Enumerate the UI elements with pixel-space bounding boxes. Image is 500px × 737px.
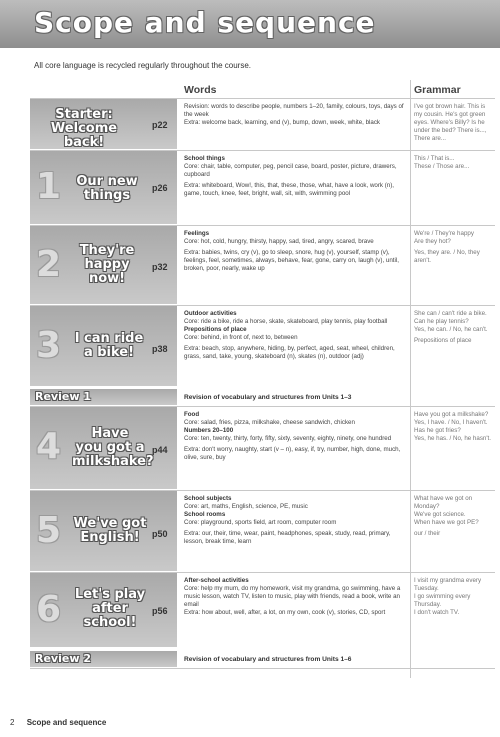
unit-panel-starter (30, 99, 177, 149)
topic-heading: Outdoor activities (184, 310, 237, 317)
words-cell-starter (184, 103, 406, 127)
unit-panel-3 (30, 306, 177, 386)
unit-number-2: 2 (36, 244, 62, 285)
unit-panel-5 (30, 491, 177, 571)
vocab-line: Core: hot, cold, hungry, thirsty, happy, sad, tired, angry, scared, brave (184, 238, 374, 246)
vocab-line: Extra: how about, well, after, a lot, on my own, cook (v), stories, CD, sport (184, 609, 386, 617)
grammar-cell-6 (414, 577, 494, 617)
unit-title-line: We've got (73, 516, 147, 531)
grammar-line: I don't watch TV. (414, 609, 460, 617)
page-number: 2 (10, 718, 15, 727)
words-column-header: Words (184, 84, 217, 96)
words-cell-2 (184, 230, 406, 273)
unit-title-line: school! (83, 615, 137, 630)
unit-title-5 (72, 517, 148, 545)
unit-title-line: English! (80, 530, 140, 545)
page-title: Scope and sequence (34, 6, 376, 39)
unit-page-5: p50 (152, 529, 168, 539)
unit-page-1: p26 (152, 183, 168, 193)
vocab-line: Core: salad, fries, pizza, milkshake, cheese sandwich, chicken (184, 419, 355, 427)
unit-page-6: p56 (152, 606, 168, 616)
grammar-cell-3 (414, 310, 494, 345)
unit-title-line: Have (91, 426, 129, 441)
table-bottom-rule (30, 668, 495, 669)
vocab-line: Core: playground, sports field, art room, computer room (184, 519, 337, 527)
words-cell-3 (184, 310, 406, 362)
grammar-cell-2 (414, 230, 494, 265)
topic-heading: Numbers 20–100 (184, 427, 234, 435)
grammar-line: Yes, I have. / No, I haven't. (414, 419, 488, 427)
grammar-line: our / their (414, 530, 441, 538)
vocab-line: Extra: welcome back, learning, end (v), bump, down, week, white, black (184, 119, 381, 127)
grammar-line: When have we got PE? (414, 519, 479, 527)
words-cell-4 (184, 411, 406, 463)
topic-heading: Prepositions of place (184, 326, 247, 334)
unit-title-4 (72, 426, 154, 469)
unit-panel-1 (30, 151, 177, 224)
vocab-line: Core: chair, table, computer, peg, pencil case, board, poster, picture, drawers, cupboard (184, 163, 397, 179)
topic-heading: Food (184, 411, 200, 418)
footer-title: Scope and sequence (26, 718, 107, 727)
unit-title-6 (72, 588, 148, 630)
review-2-text: Revision of vocabulary and structures from Units 1–6 (184, 656, 352, 663)
unit-page-3: p38 (152, 344, 168, 354)
page-footer (10, 718, 106, 727)
unit-panel-4 (30, 407, 177, 489)
unit-title-line: a bike! (83, 345, 135, 360)
unit-page-4: p44 (152, 445, 168, 455)
unit-title-line: after (92, 601, 128, 616)
vocab-line: Core: help my mum, do my homework, visit my grandma, go swimming, have a music lesson, watch TV, listen to music, play with friends, read a book, write an email (184, 585, 401, 609)
grammar-column-divider (410, 80, 411, 678)
grammar-line: I've got brown hair. This is my cousin. He's got green eyes. Where's Billy? Is he under the bed? There is..., There are... (414, 103, 487, 143)
grammar-line: Are they hot? (414, 238, 451, 246)
vocab-line: Extra: whiteboard, Wow!, this, that, these, those, what, have a look, work (n), game, touch, knee, feet, bright, wall, sit, with, swimming pool (184, 182, 395, 198)
unit-title-line: Our new (76, 174, 138, 189)
grammar-line: This / That is... (414, 155, 455, 162)
grammar-line: Yes, he can. / No, he can't. (414, 326, 488, 334)
vocab-line: Extra: beach, stop, anywhere, hiding, by, perfect, aged, seat, wheel, children, grass, sand, take, young, skateboard (n), skates (n), outdoor (adj) (184, 345, 395, 361)
unit-number-6: 6 (36, 589, 62, 630)
unit-title-line: I can ride (74, 331, 144, 346)
unit-title-line: Let's play (74, 587, 146, 602)
grammar-line: These / Those are... (414, 163, 470, 171)
unit-title-1 (74, 175, 140, 203)
unit-title-line: now! (88, 271, 126, 286)
unit-page-starter: p22 (152, 120, 168, 130)
grammar-line: We've got science. (414, 511, 466, 519)
unit-title-line: you got a (75, 440, 145, 455)
unit-title-line: milkshake? (72, 454, 154, 469)
title-banner (0, 0, 500, 48)
unit-title-line: They're (79, 243, 135, 258)
grammar-line: We're / They're happy (414, 230, 474, 237)
unit-title-line: Starter: (55, 107, 113, 122)
grammar-line: Can he play tennis? (414, 318, 469, 326)
vocab-line: Revision: words to describe people, numbers 1–20, family, colours, toys, days of the week (184, 103, 404, 119)
vocab-line: Extra: don't worry, naughty, start (v – n), easy, if, try, number, high, done, much, olive, sure, buy (184, 446, 401, 462)
grammar-line: She can / can't ride a bike. (414, 310, 487, 317)
topic-heading: School subjects (184, 495, 232, 502)
unit-number-1: 1 (36, 166, 62, 207)
topic-heading: School rooms (184, 511, 226, 519)
intro-text: All core language is recycled regularly throughout the course. (34, 61, 252, 70)
unit-panel-2 (30, 226, 177, 304)
grammar-cell-4 (414, 411, 494, 443)
topic-heading: After-school activities (184, 577, 249, 584)
unit-title-starter (36, 108, 132, 150)
vocab-line: Extra: our, their, time, wear, paint, headphones, speak, study, read, primary, lesson, break time, learn (184, 530, 391, 546)
review-1-title: Review 1 (35, 390, 91, 403)
grammar-cell-starter (414, 103, 494, 143)
words-cell-5 (184, 495, 406, 547)
grammar-cell-1 (414, 155, 494, 171)
unit-number-5: 5 (36, 510, 62, 551)
topic-heading: Feelings (184, 230, 210, 237)
grammar-line: Yes, they are. / No, they aren't. (414, 249, 480, 265)
unit-title-line: Welcome back! (50, 121, 118, 150)
grammar-line: What have we got on Monday? (414, 495, 473, 511)
vocab-line: Extra: babies, twins, cry (v), go to sleep, snore, hug (v), yourself, stamp (v), feelings, feel, sometimes, always, behave, fear, gone, carry on, laugh (v), until, broken, poor, nearly, wake up (184, 249, 399, 273)
unit-title-line: happy (84, 257, 130, 272)
review-2-title: Review 2 (35, 652, 91, 665)
grammar-cell-5 (414, 495, 494, 538)
unit-title-line: things (83, 188, 131, 203)
vocab-line: Core: art, maths, English, science, PE, music (184, 503, 308, 511)
review-1-bar (30, 389, 177, 405)
topic-heading: School things (184, 155, 225, 162)
grammar-line: Have you got a milkshake? (414, 411, 489, 418)
grammar-line: I go swimming every Thursday. (414, 593, 471, 609)
vocab-line: Core: behind, in front of, next to, between (184, 334, 298, 342)
words-cell-1 (184, 155, 406, 198)
grammar-line: Prepositions of place (414, 337, 472, 345)
grammar-line: Has he got fries? (414, 427, 461, 435)
review-1-text: Revision of vocabulary and structures from Units 1–3 (184, 394, 352, 401)
unit-title-2 (74, 244, 140, 286)
review-2-bar (30, 651, 177, 667)
words-cell-6 (184, 577, 406, 617)
vocab-line: Core: ten, twenty, thirty, forty, fifty, sixty, seventy, eighty, ninety, one hundred (184, 435, 392, 443)
grammar-line: Yes, he has. / No, he hasn't. (414, 435, 491, 443)
unit-title-3 (74, 332, 144, 360)
unit-page-2: p32 (152, 262, 168, 272)
unit-number-3: 3 (36, 325, 62, 366)
unit-number-4: 4 (36, 426, 62, 467)
grammar-column-header: Grammar (414, 84, 461, 96)
grammar-line: I visit my grandma every Tuesday. (414, 577, 482, 593)
vocab-line: Core: ride a bike, ride a horse, skate, skateboard, play tennis, play football (184, 318, 388, 326)
unit-panel-6 (30, 573, 177, 647)
